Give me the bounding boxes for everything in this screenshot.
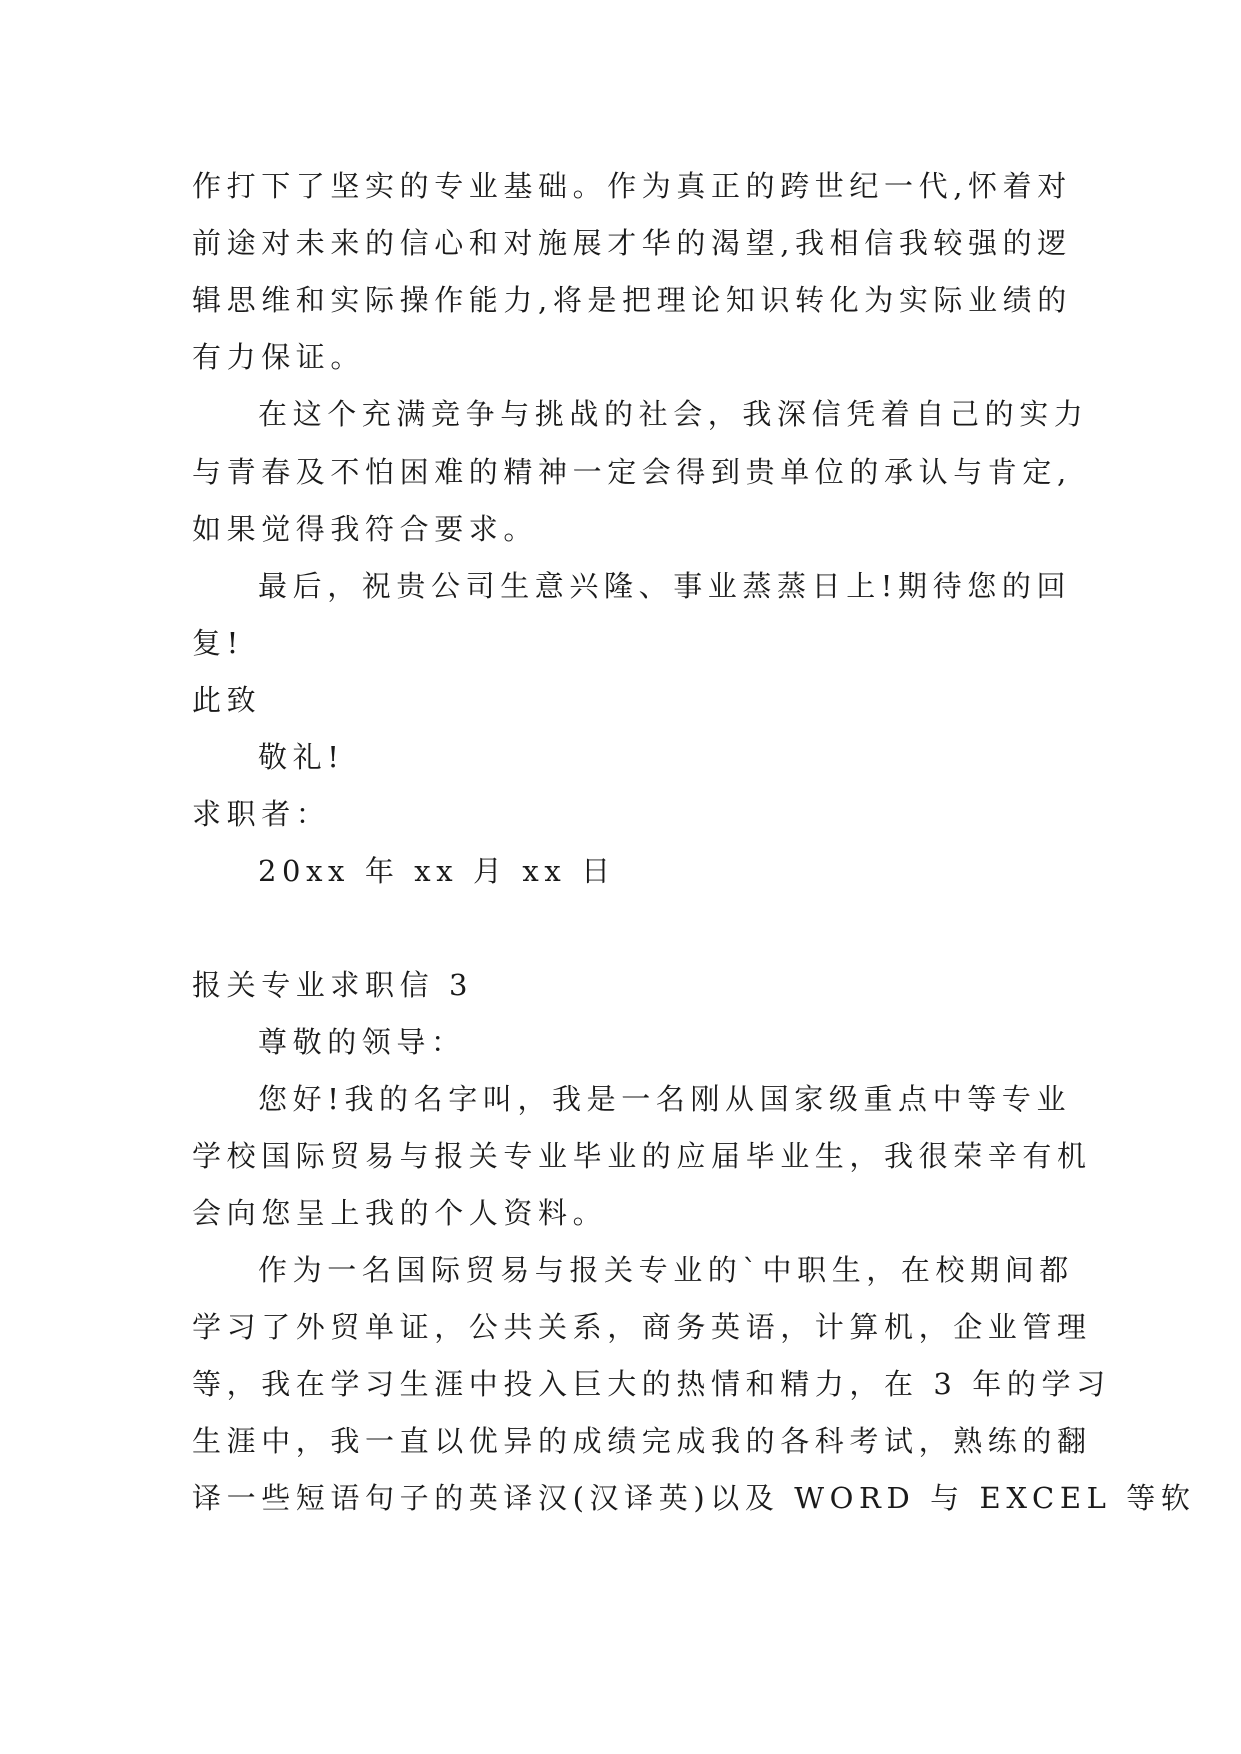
text-line: 作为一名国际贸易与报关专业的`中职生，在校期间都 [258, 1253, 1074, 1287]
section-title: 报关专业求职信 3 [192, 968, 474, 1002]
text-line: 复! [192, 626, 244, 660]
text-line: 与青春及不怕困难的精神一定会得到贵单位的承认与肯定, [192, 455, 1072, 489]
text-line: 有力保证。 [192, 340, 366, 374]
text-line: 在这个充满竞争与挑战的社会，我深信凭着自己的实力 [258, 397, 1089, 431]
text-line: 如果觉得我符合要求。 [192, 512, 539, 546]
closing-salutation: 此致 [192, 683, 262, 717]
text-line: 辑思维和实际操作能力,将是把理论知识转化为实际业绩的 [192, 283, 1072, 317]
text-line: 等，我在学习生涯中投入巨大的热情和精力，在 3 年的学习 [192, 1367, 1111, 1401]
closing-regards: 敬礼! [258, 740, 345, 774]
text-line: 您好!我的名字叫，我是一名刚从国家级重点中等专业 [258, 1082, 1072, 1116]
text-line: 生涯中，我一直以优异的成绩完成我的各科考试，熟练的翻 [192, 1424, 1092, 1458]
greeting: 尊敬的领导： [258, 1025, 466, 1059]
text-line: 译一些短语句子的英译汉(汉译英)以及 WORD 与 EXCEL 等软 [192, 1481, 1196, 1515]
text-line: 学校国际贸易与报关专业毕业的应届毕业生，我很荣辛有机 [192, 1139, 1092, 1173]
text-line: 作打下了坚实的专业基础。作为真正的跨世纪一代,怀着对 [192, 169, 1072, 203]
text-line: 前途对未来的信心和对施展才华的渴望,我相信我较强的逻 [192, 226, 1072, 260]
letter-date: 20xx 年 xx 月 xx 日 [258, 854, 616, 888]
text-line: 最后，祝贵公司生意兴隆、事业蒸蒸日上!期待您的回 [258, 569, 1072, 603]
text-line: 会向您呈上我的个人资料。 [192, 1196, 608, 1230]
applicant-label: 求职者： [192, 797, 331, 831]
text-line: 学习了外贸单证，公共关系，商务英语，计算机，企业管理 [192, 1310, 1092, 1344]
